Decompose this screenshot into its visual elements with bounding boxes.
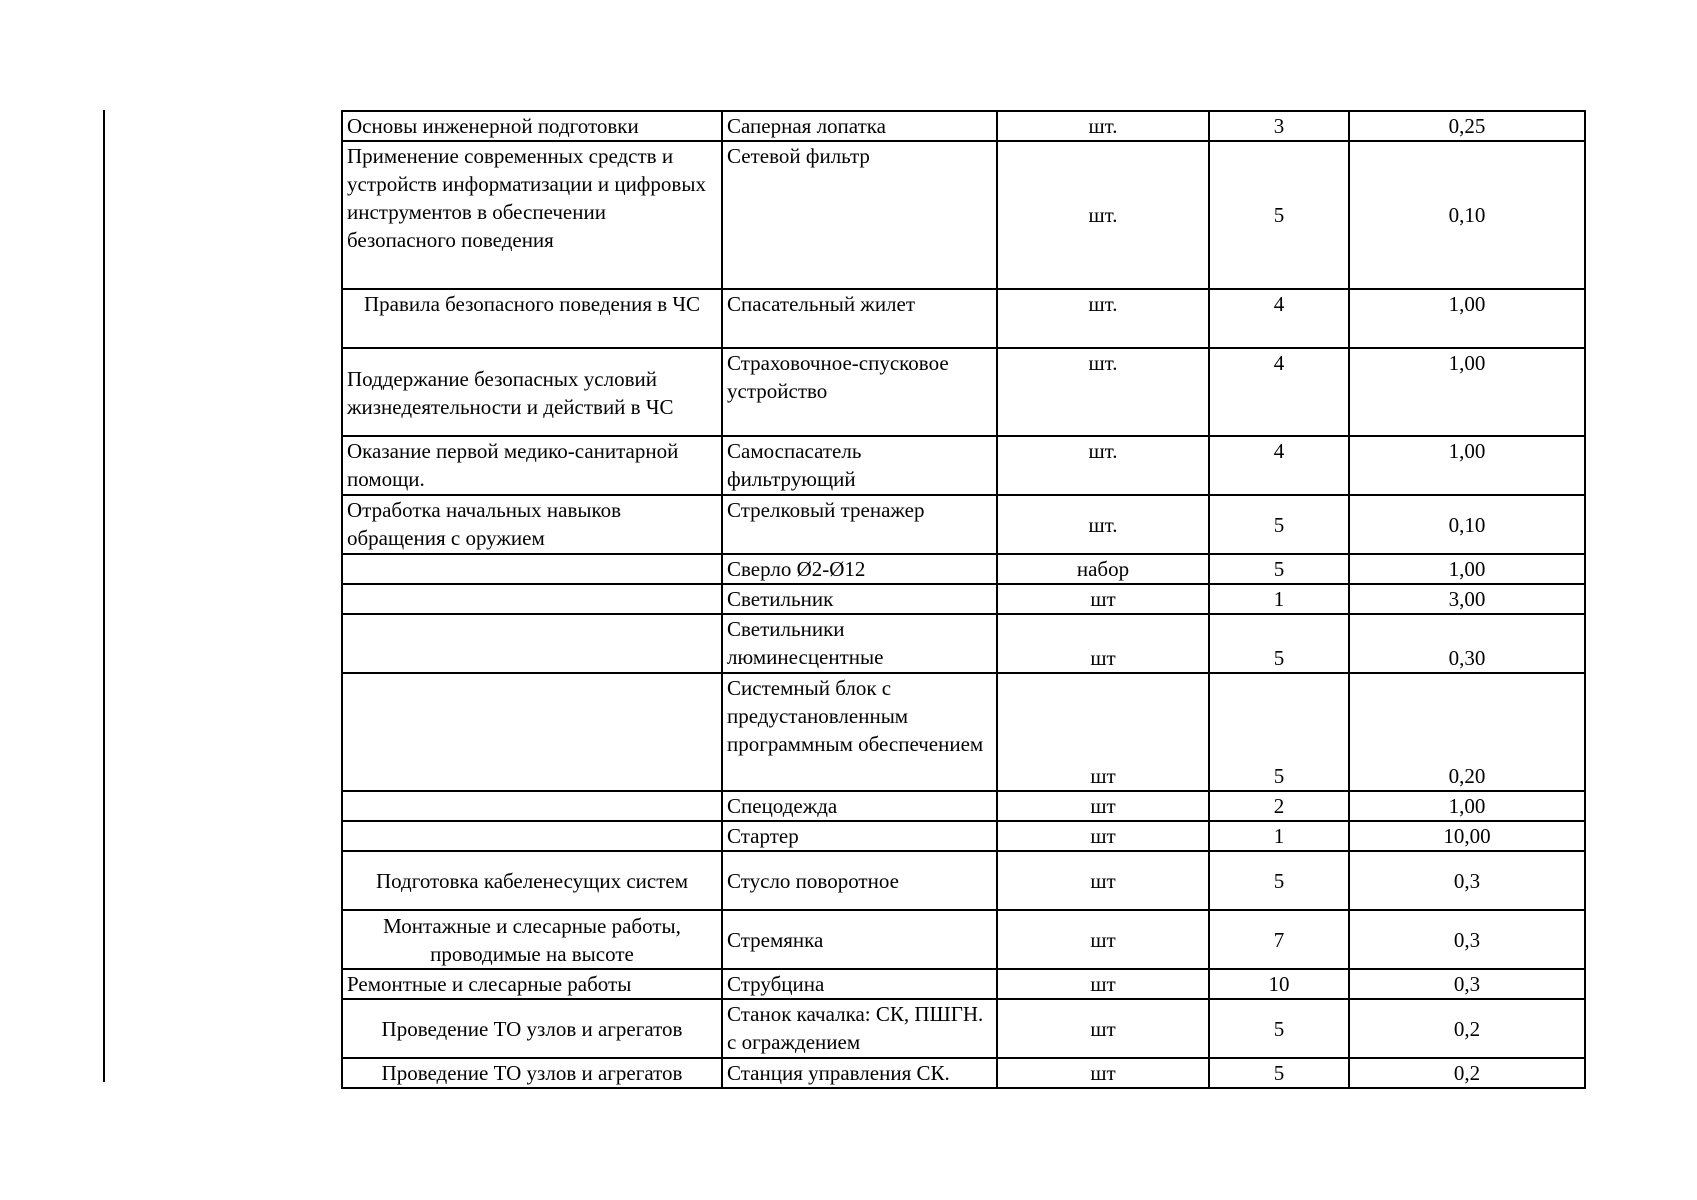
norm-cell: 1,00: [1349, 436, 1585, 495]
item-cell: Струбцина: [722, 969, 997, 999]
quantity-cell: 4: [1209, 348, 1349, 436]
unit-cell: шт: [997, 999, 1209, 1058]
item-cell: Сверло Ø2-Ø12: [722, 554, 997, 584]
unit-cell: набор: [997, 554, 1209, 584]
norm-cell: 1,00: [1349, 348, 1585, 436]
item-cell: Стартер: [722, 821, 997, 851]
unit-cell: шт: [997, 584, 1209, 614]
item-cell: Спасательный жилет: [722, 289, 997, 348]
unit-cell: шт.: [997, 495, 1209, 554]
quantity-cell: 4: [1209, 289, 1349, 348]
table-row: [342, 910, 1585, 969]
table-row: [342, 851, 1585, 910]
quantity-cell: 5: [1209, 851, 1349, 910]
norm-cell: 0,20: [1349, 673, 1585, 791]
item-cell: Стусло поворотное: [722, 851, 997, 910]
table-row: [342, 495, 1585, 554]
table-row: [342, 791, 1585, 821]
table-row: [342, 289, 1585, 348]
quantity-cell: 2: [1209, 791, 1349, 821]
left-margin-rule: [103, 110, 105, 1082]
topic-cell: [342, 584, 722, 614]
quantity-cell: 4: [1209, 436, 1349, 495]
item-cell: Саперная лопатка: [722, 111, 997, 141]
quantity-cell: 5: [1209, 1058, 1349, 1088]
norm-cell: 1,00: [1349, 554, 1585, 584]
norm-cell: 1,00: [1349, 289, 1585, 348]
table-row: [342, 614, 1585, 673]
table-row: [342, 554, 1585, 584]
item-cell: Системный блок с предустановленным программным обеспечением: [722, 673, 997, 791]
topic-cell: [342, 821, 722, 851]
topic-cell: Ремонтные и слесарные работы: [342, 969, 722, 999]
quantity-cell: 10: [1209, 969, 1349, 999]
topic-cell: Монтажные и слесарные работы, проводимые на высоте: [342, 910, 722, 969]
topic-cell: Подготовка кабеленесущих систем: [342, 851, 722, 910]
item-cell: Стрелковый тренажер: [722, 495, 997, 554]
quantity-cell: 1: [1209, 821, 1349, 851]
quantity-cell: 7: [1209, 910, 1349, 969]
table-row: [342, 584, 1585, 614]
unit-cell: шт: [997, 791, 1209, 821]
topic-cell: Отработка начальных навыков обращения с оружием: [342, 495, 722, 554]
norm-cell: 3,00: [1349, 584, 1585, 614]
table-row: [342, 999, 1585, 1058]
unit-cell: шт: [997, 969, 1209, 999]
table-row: [342, 1058, 1585, 1088]
norm-cell: 0,30: [1349, 614, 1585, 673]
item-cell: Спецодежда: [722, 791, 997, 821]
topic-cell: [342, 554, 722, 584]
table-row: [342, 821, 1585, 851]
quantity-cell: 5: [1209, 495, 1349, 554]
item-cell: Станок качалка: СК, ПШГН. с ограждением: [722, 999, 997, 1058]
item-cell: Стремянка: [722, 910, 997, 969]
unit-cell: шт: [997, 821, 1209, 851]
norm-cell: 0,2: [1349, 1058, 1585, 1088]
topic-cell: Проведение ТО узлов и агрегатов: [342, 1058, 722, 1088]
topic-cell: [342, 791, 722, 821]
unit-cell: шт: [997, 614, 1209, 673]
topic-cell: Поддержание безопасных условий жизнедеятельности и действий в ЧС: [342, 348, 722, 436]
unit-cell: шт.: [997, 436, 1209, 495]
unit-cell: шт: [997, 851, 1209, 910]
table-row: [342, 141, 1585, 289]
unit-cell: шт.: [997, 111, 1209, 141]
topic-cell: Правила безопасного поведения в ЧС: [342, 289, 722, 348]
norm-cell: 0,3: [1349, 910, 1585, 969]
topic-cell: [342, 614, 722, 673]
item-cell: Светильники люминесцентные: [722, 614, 997, 673]
table-row: [342, 969, 1585, 999]
unit-cell: шт.: [997, 141, 1209, 289]
item-cell: Сетевой фильтр: [722, 141, 997, 289]
topic-cell: Основы инженерной подготовки: [342, 111, 722, 141]
unit-cell: шт: [997, 673, 1209, 791]
norm-cell: 0,2: [1349, 999, 1585, 1058]
norm-cell: 0,10: [1349, 495, 1585, 554]
unit-cell: шт.: [997, 348, 1209, 436]
quantity-cell: 5: [1209, 673, 1349, 791]
norm-cell: 0,10: [1349, 141, 1585, 289]
topic-cell: Оказание первой медико-санитарной помощи.: [342, 436, 722, 495]
quantity-cell: 5: [1209, 141, 1349, 289]
item-cell: Самоспасатель фильтрующий: [722, 436, 997, 495]
table-row: [342, 348, 1585, 436]
equipment-table: [341, 110, 1586, 1089]
norm-cell: 0,25: [1349, 111, 1585, 141]
item-cell: Станция управления СК.: [722, 1058, 997, 1088]
unit-cell: шт.: [997, 289, 1209, 348]
item-cell: Светильник: [722, 584, 997, 614]
norm-cell: 10,00: [1349, 821, 1585, 851]
quantity-cell: 3: [1209, 111, 1349, 141]
item-cell: Страховочное-спусковое устройство: [722, 348, 997, 436]
norm-cell: 1,00: [1349, 791, 1585, 821]
unit-cell: шт: [997, 910, 1209, 969]
norm-cell: 0,3: [1349, 969, 1585, 999]
topic-cell: Применение современных средств и устройств информатизации и цифровых инструментов в обеспечении безопасного поведения: [342, 141, 722, 289]
quantity-cell: 1: [1209, 584, 1349, 614]
table-row: [342, 673, 1585, 791]
quantity-cell: 5: [1209, 554, 1349, 584]
unit-cell: шт: [997, 1058, 1209, 1088]
quantity-cell: 5: [1209, 999, 1349, 1058]
norm-cell: 0,3: [1349, 851, 1585, 910]
topic-cell: Проведение ТО узлов и агрегатов: [342, 999, 722, 1058]
topic-cell: [342, 673, 722, 791]
table-row: [342, 436, 1585, 495]
quantity-cell: 5: [1209, 614, 1349, 673]
table-row: [342, 111, 1585, 141]
